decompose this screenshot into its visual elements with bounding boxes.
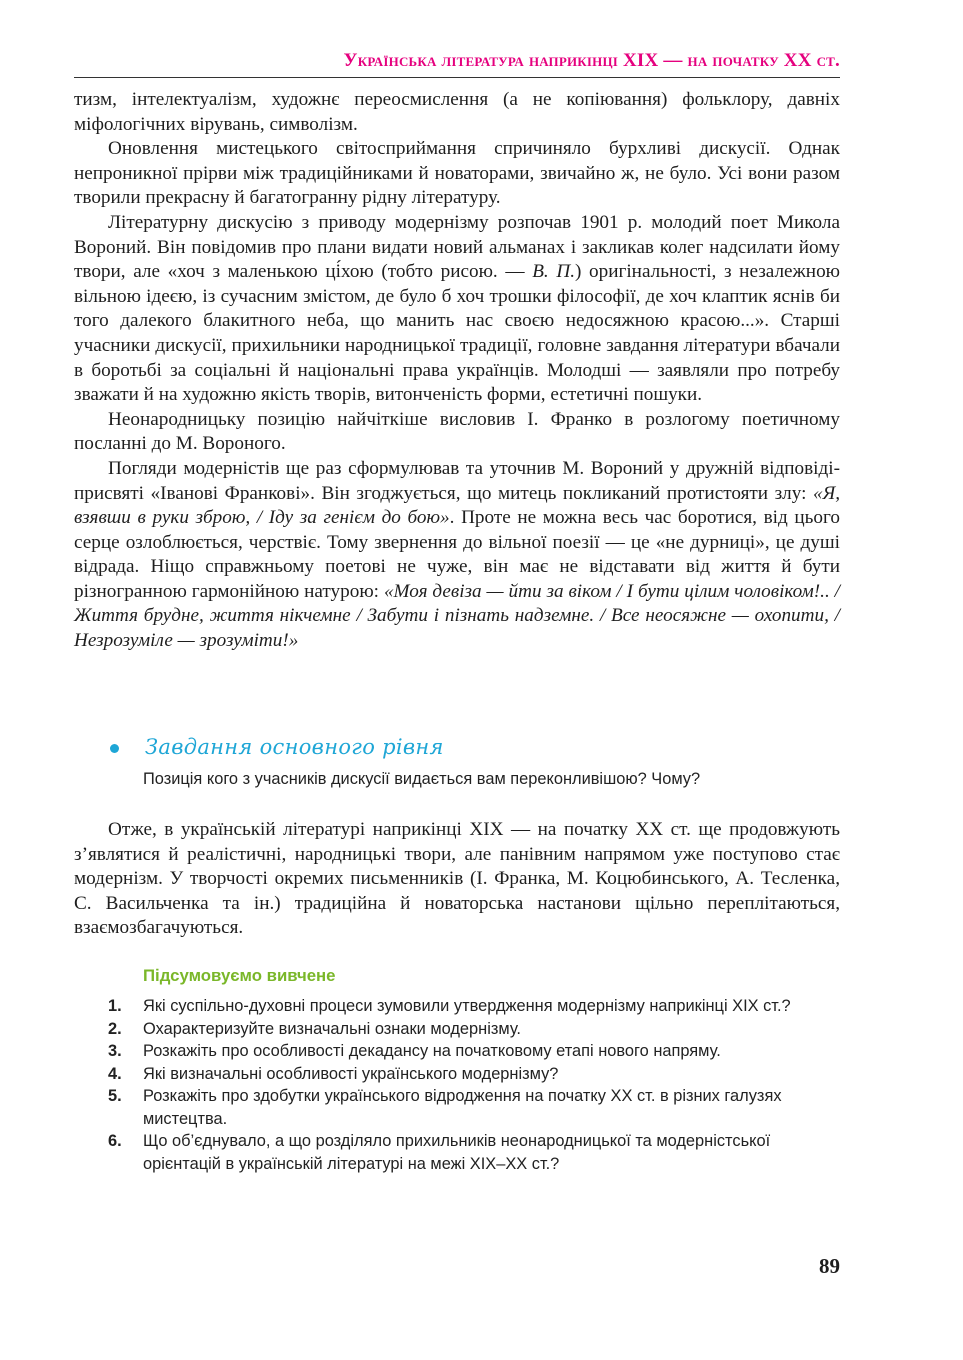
question-number: 4. (108, 1064, 122, 1083)
task-question: Позиція кого з учасників дискусії видається вам переконливішою? Чому? (143, 770, 701, 788)
question-text: Охарактеризуйте визначальні ознаки модернізму. (143, 1019, 521, 1038)
poem-quote-2: «Моя девіза — йти за віком / І бути цілим чоловіком!.. / Життя брудне, життя нікчемне / Забути і пізнать надземне. / Все неосяжне — охопити, / Незрозуміле — зрозуміти!» (74, 580, 841, 652)
question-item (108, 1130, 848, 1175)
author-initials: В. П. (532, 261, 575, 283)
question-number: 1. (108, 997, 122, 1015)
review-questions (108, 995, 848, 1175)
question-text: Розкажіть про особливості декадансу на початковому етапі нового напряму. (143, 1042, 721, 1060)
question-number: 6. (108, 1132, 122, 1150)
question-text: Розкажіть про здобутки українського відродження на початку XX ст. в різних галузях мистецтва. (143, 1087, 782, 1128)
question-item (108, 1063, 848, 1086)
paragraph-4: Неонародницьку позицію найчіткіше висловив І. Франко в розлогому поетичному посланні до М. Вороного. (74, 408, 840, 455)
paragraph-3 (74, 211, 840, 408)
question-item (108, 1085, 848, 1130)
question-number: 3. (108, 1042, 122, 1060)
question-text: Які визначальні особливості українського модернізму? (143, 1064, 559, 1083)
poem-quote-1: «Я, взявши в руки зброю, / Іду за генієм до бою» (74, 482, 840, 529)
question-item (108, 1040, 848, 1063)
summary-title: Підсумовуємо вивчене (143, 966, 336, 985)
question-text: Які суспільно-духовні процеси зумовили утвердження модернізму наприкінці XIX ст.? (143, 997, 791, 1015)
question-number: 5. (108, 1087, 122, 1105)
header-rule (74, 77, 840, 78)
question-text: Що об’єднувало, а що розділяло прихильників неонародницької та модерністської орієнтацій в українській літературі на межі XIX–XX ст.? (143, 1132, 771, 1173)
task-section (110, 733, 840, 789)
paragraph-5-text-a: Погляди модерністів ще раз сформулював та уточнив М. Вороний у дружній відповіді-присвяті «Іванові Франкові». Він згоджується, що митець покликаний протистояти злу: (74, 457, 840, 504)
question-item (108, 995, 848, 1018)
running-header: Українська література наприкінці XIX — на початку XX ст. (343, 50, 840, 71)
main-text (74, 88, 840, 654)
paragraph-3-text-b: ) оригінальності, з незалежною вільною ідеєю, із сучасним змістом, де було б хоч трошки філософії, де хоч клаптик яснів би того далекого блакитного неба, що манить нас своєю недосяжною красою...». Старші учасники дискусії, прихильники народницької традиції, головне завдання літератури вбачали в боротьбі за соціальні й національні права українців. Молодші — заявляли про потребу зважати й на художню якість творів, витонченість форми, естетичні пошуки. (74, 261, 840, 406)
question-number: 2. (108, 1019, 122, 1038)
bullet-icon (110, 744, 119, 753)
page-number: 89 (819, 1254, 840, 1278)
task-title: Завдання основного рівня (145, 735, 444, 759)
paragraph-5 (74, 457, 840, 654)
question-item (108, 1018, 848, 1041)
paragraph-3-text-a: Літературну дискусію з приводу модернізму розпочав 1901 р. молодий поет Микола Вороний. Він повідомив про плани видати новий альманах і закликав колег надсилати йому твори, але «хоч з маленькою ці́хою (тобто рисою. — (74, 211, 840, 283)
conclusion-paragraph: Отже, в українській літературі наприкінці XIX — на початку XX ст. ще продовжують з’являтися й реалістичні, народницькі твори, але панівним напрямом уже поступово стає модернізм. У творчості окремих письменників (І. Франка, М. Коцюбинського, А. Тесленка, С. Васильченка та ін.) традиційна й новаторська настанови щільно переплітаються, взаємозбагачуються. (74, 819, 840, 939)
task-heading (110, 733, 840, 761)
paragraph-1: тизм, інтелектуалізм, художнє переосмислення (а не копіювання) фольклору, давніх міфологічних вірувань, символізм. (74, 89, 840, 135)
paragraph-5-text-b: . Проте не можна весь час боротися, від цього серце озлоблюється, черствіє. Тому звернення до вільної поезії — це «не дурниці», це душі відрада. Ніщо справжньому поетові не чуже, він має не відставати від життя й бути різногранною гармонійною натурою: (74, 507, 840, 602)
paragraph-2: Оновлення мистецького світосприймання спричиняло бурхливі дискусії. Однак непроникної прірви між традиційниками й новаторами, звичайно ж, не було. Усі вони разом творили прекрасну й багатогранну рідну літературу. (74, 138, 840, 209)
